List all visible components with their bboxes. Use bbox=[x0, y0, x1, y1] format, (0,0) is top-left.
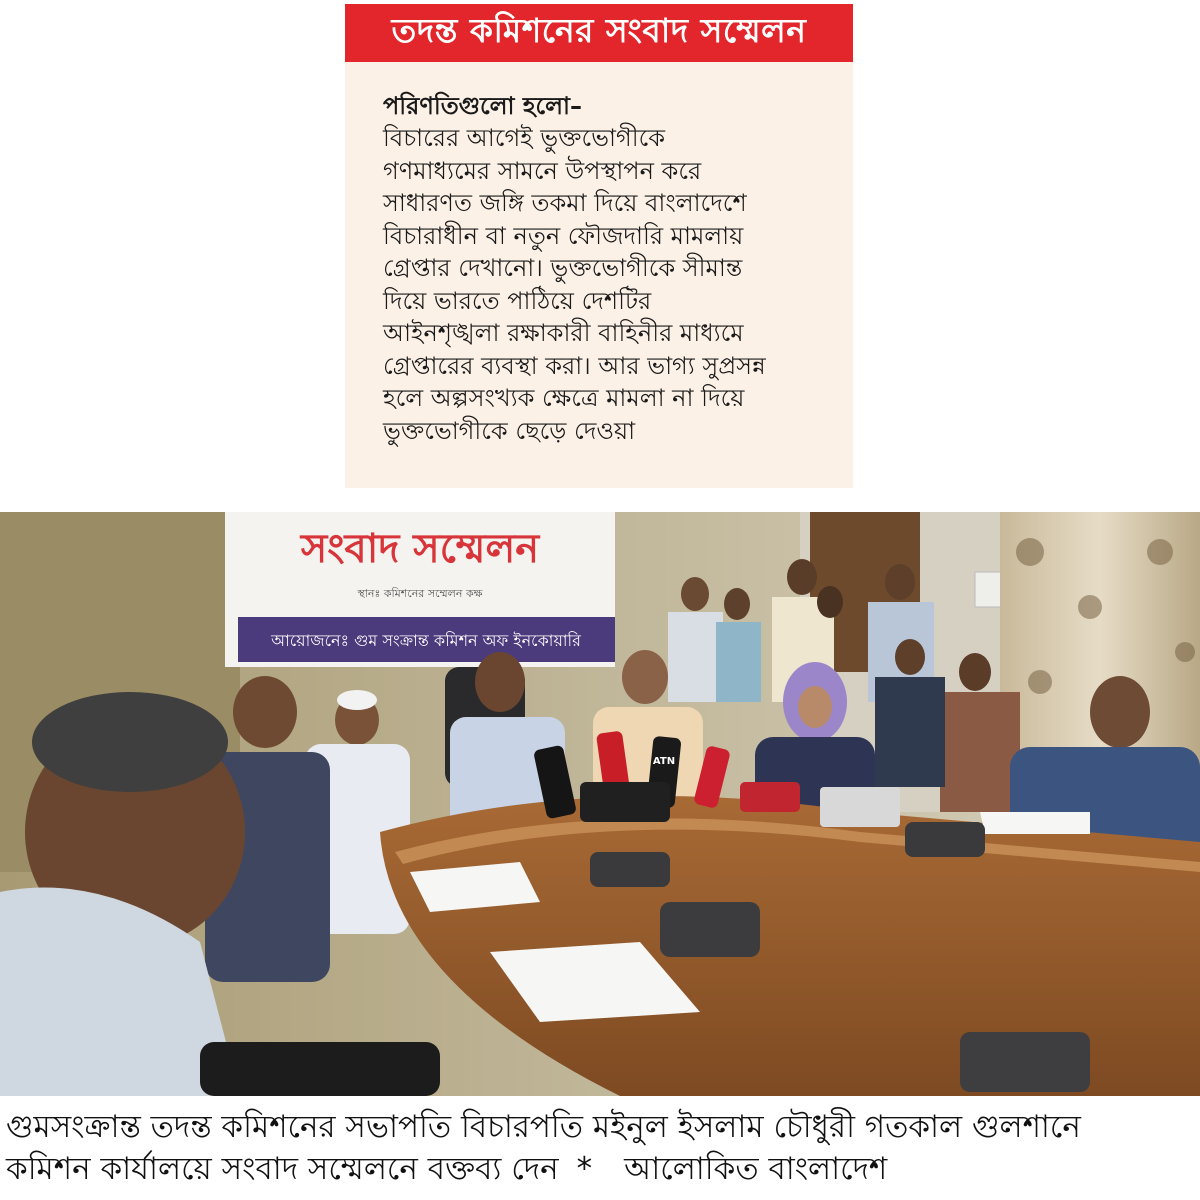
quote-line: গ্রেপ্তারের ব্যবস্থা করা। আর ভাগ্য সুপ্রসন্ন bbox=[383, 351, 766, 380]
backdrop-organizer: আয়োজনেঃ গুম সংক্রান্ত কমিশন অফ ইনকোয়ারি bbox=[271, 631, 581, 650]
caption-line-2 bbox=[6, 1148, 1196, 1190]
photo-illustration bbox=[0, 512, 1200, 1096]
paper-sheet bbox=[980, 812, 1090, 834]
quote-line: আইনশৃঙ্খলা রক্ষাকারী বাহিনীর মাধ্যমে bbox=[383, 319, 744, 347]
photo-credit: আলোকিত বাংলাদেশ bbox=[624, 1151, 888, 1187]
quote-line: দিয়ে ভারতে পাঠিয়ে দেশটির bbox=[383, 286, 652, 315]
caption-line-1: গুমসংক্রান্ত তদন্ত কমিশনের সভাপতি বিচারপতি মইনুল ইসলাম চৌধুরী গতকাল গুলশানে bbox=[6, 1109, 1081, 1145]
quote-line: গ্রেপ্তার দেখানো। ভুক্তভোগীকে সীমান্ত bbox=[383, 254, 743, 282]
quote-line: বিচারাধীন বা নতুন ফৌজদারি মামলায় bbox=[383, 221, 744, 250]
quote-line: সাধারণত জঙ্গি তকমা দিয়ে বাংলাদেশে bbox=[383, 189, 747, 217]
quote-line: গণমাধ্যমের সামনে উপস্থাপন করে bbox=[383, 156, 702, 185]
headline-title: তদন্ত কমিশনের সংবাদ সম্মেলন bbox=[391, 11, 807, 50]
quote-line: ভুক্তভোগীকে ছেড়ে দেওয়া bbox=[383, 416, 636, 445]
press-conference-photo bbox=[0, 512, 1200, 1096]
caption-separator: * bbox=[576, 1151, 593, 1187]
mic-flag-label: ATN bbox=[652, 756, 676, 767]
backdrop-title: সংবাদ সম্মেলন bbox=[300, 526, 540, 572]
quote-heading: পরিণতিগুলো হলো– bbox=[383, 92, 582, 120]
quote-line: হলে অল্পসংখ্যক ক্ষেত্রে মামলা না দিয়ে bbox=[383, 384, 745, 412]
quote-box bbox=[345, 62, 853, 488]
backdrop-venue: স্থানঃ কমিশনের সম্মেলন কক্ষ bbox=[357, 587, 483, 600]
caption-text: কমিশন কার্যালয়ে সংবাদ সম্মেলনে বক্তব্য দেন bbox=[6, 1151, 559, 1187]
quote-line: বিচারের আগেই ভুক্তভোগীকে bbox=[383, 124, 666, 152]
photo-caption bbox=[6, 1106, 1196, 1190]
headline-banner bbox=[345, 4, 853, 62]
